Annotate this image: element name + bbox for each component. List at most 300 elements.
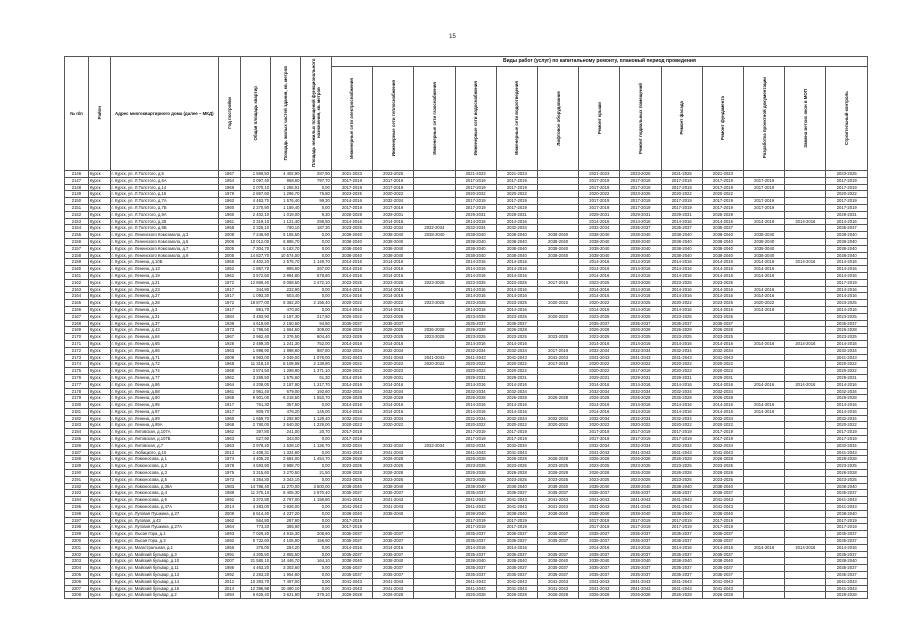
cell-work-period: [785, 198, 826, 205]
cell-work-period: 2038-2040: [496, 245, 537, 252]
cell-work-period: 2035-2037: [496, 551, 537, 558]
cell-district: Курск: [88, 266, 110, 273]
cell-nonliving-area: 0,00: [301, 449, 331, 456]
table-row: [65, 463, 868, 470]
table-row: [65, 544, 868, 551]
cell-district: Курск: [88, 272, 110, 279]
table-row: [65, 204, 868, 211]
cell-work-period: 2038-2040: [455, 232, 496, 239]
table-row: [65, 238, 868, 245]
cell-work-period: 2017-2019: [826, 436, 868, 443]
cell-work-period: 2038-2040: [826, 483, 868, 490]
cell-work-period: [785, 191, 826, 198]
cell-work-period: 2038-2040: [537, 238, 578, 245]
cell-work-period: 2032-2034: [414, 442, 455, 449]
cell-work-period: 2041-2043: [702, 504, 743, 511]
cell-work-period: 2041-2043: [579, 497, 620, 504]
cell-nonliving-area: 0,00: [301, 585, 331, 592]
cell-living-area: 10 490,10: [271, 585, 301, 592]
cell-nonliving-area: 797,70: [301, 177, 331, 184]
cell-work-period: [537, 211, 578, 218]
cell-work-period: [785, 368, 826, 375]
cell-work-period: 2032-2034: [661, 415, 702, 422]
cell-work-period: 2014-2016: [373, 293, 414, 300]
cell-work-period: [414, 252, 455, 259]
cell-total-area: 4 619,60: [240, 320, 270, 327]
cell-work-period: 2041-2043: [620, 354, 661, 361]
header-foundation: Ремонт фундамента: [702, 67, 743, 171]
cell-work-period: 2029-2031: [373, 211, 414, 218]
cell-work-period: 2026-2028: [702, 470, 743, 477]
cell-year: 1989: [219, 490, 241, 497]
table-row: [65, 320, 868, 327]
header-living-area: Площадь жилых частей здания, кв. метров: [271, 57, 301, 171]
cell-work-period: 2038-2040: [414, 232, 455, 239]
cell-year: 1992: [219, 497, 241, 504]
cell-address: г. Курск, ул. Майский бульвар, д.13: [110, 572, 218, 579]
cell-work-period: 2023-2025: [331, 191, 372, 198]
cell-work-period: 2041-2043: [331, 504, 372, 511]
cell-work-period: 2014-2016: [579, 408, 620, 415]
cell-living-area: 8 108,98: [271, 361, 301, 368]
cell-work-period: 2026-2028: [661, 470, 702, 477]
header-district: Район: [88, 57, 110, 171]
cell-living-area: 5 155,50: [271, 232, 301, 239]
cell-district: Курск: [88, 327, 110, 334]
cell-work-period: [414, 340, 455, 347]
cell-total-area: 4 405,20: [240, 456, 270, 463]
cell-work-period: 2017-2019: [496, 517, 537, 524]
cell-work-period: 2014-2016: [373, 218, 414, 225]
cell-work-period: [414, 524, 455, 531]
cell-work-period: 2014-2016: [826, 259, 868, 266]
cell-address: г. Курск, ул. Л.Толстого, д.16: [110, 191, 218, 198]
cell-nonliving-area: 752,00: [301, 340, 331, 347]
cell-work-period: [785, 497, 826, 504]
cell-work-period: [744, 476, 785, 483]
cell-work-period: 2020-2022: [455, 191, 496, 198]
cell-district: Курск: [88, 490, 110, 497]
cell-work-period: 2032-2034: [496, 347, 537, 354]
cell-district: Курск: [88, 497, 110, 504]
cell-total-area: 1 857,70: [240, 266, 270, 273]
cell-work-period: [537, 204, 578, 211]
cell-address: г. Курск, ул. Ленинского Комсомола, д.3: [110, 232, 218, 239]
cell-work-period: 2017-2019: [579, 198, 620, 205]
cell-work-period: 2038-2040: [579, 252, 620, 259]
cell-district: Курск: [88, 204, 110, 211]
cell-living-area: 895,60: [271, 266, 301, 273]
cell-total-area: 2 867,60: [240, 191, 270, 198]
cell-work-period: 2038-2040: [579, 245, 620, 252]
cell-total-area: 4 305,50: [240, 551, 270, 558]
cell-work-period: 2026-2028: [455, 327, 496, 334]
cell-number: 2196: [65, 510, 89, 517]
cell-address: г. Курск, ул. Ломоносова, д.2: [110, 463, 218, 470]
cell-district: Курск: [88, 565, 110, 572]
cell-work-period: 2023-2025: [661, 463, 702, 470]
cell-nonliving-area: 2 472,10: [301, 279, 331, 286]
cell-nonliving-area: 0,00: [301, 204, 331, 211]
cell-living-area: 760,10: [271, 225, 301, 232]
cell-work-period: 2032-2034: [331, 347, 372, 354]
table-row: [65, 388, 868, 395]
cell-living-area: 476,20: [271, 408, 301, 415]
cell-work-period: [744, 320, 785, 327]
cell-nonliving-area: 0,00: [301, 238, 331, 245]
cell-total-area: 2 780,00: [240, 422, 270, 429]
cell-work-period: 2017-2019: [744, 177, 785, 184]
cell-nonliving-area: 145,00: [301, 408, 331, 415]
cell-living-area: 603,40: [271, 293, 301, 300]
cell-work-period: 2020-2022: [661, 361, 702, 368]
cell-work-period: [785, 408, 826, 415]
header-windows: Замена ветхих окон в МОП: [785, 67, 826, 171]
cell-work-period: 2020-2022: [661, 422, 702, 429]
cell-work-period: 2029-2031: [455, 374, 496, 381]
cell-work-period: 2035-2037: [826, 490, 868, 497]
cell-work-period: 2020-2022: [579, 368, 620, 375]
cell-number: 2183: [65, 422, 89, 429]
cell-work-period: 2023-2025: [702, 313, 743, 320]
cell-living-area: 2 049,00: [271, 354, 301, 361]
cell-work-period: [744, 347, 785, 354]
cell-work-period: 2017-2019: [661, 436, 702, 443]
cell-work-period: 2041-2043: [537, 497, 578, 504]
cell-work-period: [785, 266, 826, 273]
cell-work-period: 2014-2016: [455, 266, 496, 273]
cell-year: 2012: [219, 578, 241, 585]
cell-work-period: 2014-2016: [702, 408, 743, 415]
cell-work-period: 2038-2040: [661, 238, 702, 245]
cell-work-period: 2014-2016: [455, 272, 496, 279]
cell-work-period: 2017-2019: [826, 184, 868, 191]
cell-work-period: 2041-2043: [537, 504, 578, 511]
cell-living-area: 4 915,30: [271, 531, 301, 538]
cell-work-period: 2014-2016: [496, 266, 537, 273]
cell-work-period: 2041-2043: [537, 585, 578, 592]
cell-work-period: 2026-2028: [496, 470, 537, 477]
cell-district: Курск: [88, 171, 110, 178]
cell-work-period: 2038-2040: [620, 510, 661, 517]
cell-living-area: 6 886,70: [271, 238, 301, 245]
cell-total-area: 2 263,20: [240, 572, 270, 579]
cell-address: г. Курск, ул. Луговая Пушкина, д.27: [110, 510, 218, 517]
cell-work-period: 2023-2025: [661, 476, 702, 483]
cell-living-area: 2 540,00: [271, 422, 301, 429]
cell-work-period: 2035-2037: [373, 551, 414, 558]
cell-work-period: 2026-2028: [331, 211, 372, 218]
cell-work-period: 2035-2037: [579, 531, 620, 538]
cell-year: 1972: [219, 300, 241, 307]
cell-work-period: [744, 524, 785, 531]
cell-living-area: 1 528,10: [271, 442, 301, 449]
cell-work-period: [744, 483, 785, 490]
cell-nonliving-area: 2 155,40: [301, 300, 331, 307]
cell-work-period: [537, 374, 578, 381]
cell-work-period: [785, 476, 826, 483]
cell-number: 2190: [65, 470, 89, 477]
cell-work-period: 2026-2028: [331, 395, 372, 402]
cell-work-period: 2041-2043: [373, 497, 414, 504]
table-row: [65, 510, 868, 517]
cell-work-period: 2026-2028: [496, 327, 537, 334]
cell-total-area: 2 402,10: [240, 211, 270, 218]
cell-nonliving-area: 0,00: [301, 565, 331, 572]
cell-work-period: 2014-2016: [661, 218, 702, 225]
cell-work-period: 2035-2037: [661, 538, 702, 545]
cell-work-period: 2023-2025: [455, 313, 496, 320]
cell-address: г. Курск, ул. Л.Толстого, д.14: [110, 184, 218, 191]
cell-work-period: [537, 272, 578, 279]
cell-district: Курск: [88, 347, 110, 354]
cell-work-period: 2017-2019: [331, 517, 372, 524]
cell-work-period: 2014-2016: [744, 306, 785, 313]
cell-work-period: [414, 320, 455, 327]
cell-work-period: 2038-2040: [579, 483, 620, 490]
cell-district: Курск: [88, 238, 110, 245]
cell-work-period: 2017-2019: [455, 177, 496, 184]
cell-district: Курск: [88, 218, 110, 225]
cell-work-period: 2014-2016: [826, 286, 868, 293]
cell-total-area: 527,90: [240, 436, 270, 443]
cell-work-period: 2038-2040: [744, 238, 785, 245]
cell-work-period: 2017-2019: [455, 524, 496, 531]
cell-work-period: [537, 218, 578, 225]
cell-work-period: [785, 211, 826, 218]
cell-address: г. Курск, ул. Литовская, д.107Б: [110, 436, 218, 443]
cell-work-period: 2017-2019: [496, 436, 537, 443]
header-sewer: Инженерные сети водоотведения: [496, 67, 537, 171]
cell-work-period: 2032-2034: [620, 442, 661, 449]
cell-work-period: [744, 429, 785, 436]
cell-work-period: 2017-2019: [620, 429, 661, 436]
cell-work-period: 2032-2034: [496, 225, 537, 232]
cell-work-period: 2035-2037: [702, 538, 743, 545]
cell-work-period: 2038-2040: [661, 510, 702, 517]
cell-work-period: 2038-2040: [455, 558, 496, 565]
cell-work-period: 2023-2025: [455, 300, 496, 307]
cell-district: Курск: [88, 551, 110, 558]
cell-work-period: 2020-2022: [373, 191, 414, 198]
cell-work-period: 2026-2028: [414, 327, 455, 334]
cell-nonliving-area: 2 970,40: [301, 490, 331, 497]
cell-total-area: 4 283,00: [240, 504, 270, 511]
cell-address: г. Курск, ул. Магистральная, д.1: [110, 544, 218, 551]
cell-work-period: 2023-2025: [373, 313, 414, 320]
cell-work-period: 2041-2043: [702, 354, 743, 361]
cell-total-area: 21 580,10: [240, 558, 270, 565]
cell-work-period: [414, 408, 455, 415]
cell-work-period: 2017-2019: [331, 177, 372, 184]
cell-living-area: 4 237,20: [271, 510, 301, 517]
cell-work-period: [414, 592, 455, 599]
cell-district: Курск: [88, 232, 110, 239]
cell-living-area: 2 994,80: [271, 272, 301, 279]
cell-work-period: [537, 293, 578, 300]
cell-work-period: 2038-2040: [537, 232, 578, 239]
cell-address: г. Курск, ул. Ленина, д.27: [110, 293, 218, 300]
cell-district: Курск: [88, 225, 110, 232]
cell-work-period: 2032-2034: [496, 442, 537, 449]
cell-year: 1917: [219, 408, 241, 415]
cell-number: 2158: [65, 252, 89, 259]
cell-work-period: 2035-2037: [620, 490, 661, 497]
cell-living-area: 1 292,90: [271, 415, 301, 422]
cell-work-period: 2023-2025: [496, 476, 537, 483]
table-row: [65, 476, 868, 483]
cell-work-period: [537, 327, 578, 334]
cell-work-period: 2017-2019: [744, 198, 785, 205]
cell-work-period: 2014-2016: [455, 306, 496, 313]
cell-work-period: 2017-2019: [579, 429, 620, 436]
cell-nonliving-area: 21,50: [301, 470, 331, 477]
cell-total-area: 3 315,60: [240, 470, 270, 477]
cell-year: 1917: [219, 402, 241, 409]
cell-address: г. Курск, ул. Литовская, д.107А: [110, 429, 218, 436]
cell-work-period: 2035-2037: [620, 225, 661, 232]
cell-work-period: 2014-2016: [785, 544, 826, 551]
cell-work-period: 2017-2019: [661, 429, 702, 436]
cell-work-period: 2032-2034: [702, 347, 743, 354]
cell-total-area: 2 097,40: [240, 177, 270, 184]
cell-work-period: 2026-2028: [702, 395, 743, 402]
header-works-group: Виды работ (услуг) по капитальному ремонту, плановый период проведения: [331, 57, 867, 67]
cell-work-period: 2014-2016: [496, 272, 537, 279]
table-row: [65, 558, 868, 565]
cell-living-area: 470,00: [271, 306, 301, 313]
cell-work-period: 2023-2025: [620, 313, 661, 320]
cell-work-period: 2017-2019: [455, 204, 496, 211]
cell-work-period: 2035-2037: [620, 531, 661, 538]
cell-total-area: 10 393,70: [240, 578, 270, 585]
cell-total-area: 3 572,60: [240, 272, 270, 279]
cell-number: 2186: [65, 442, 89, 449]
cell-work-period: 2029-2031: [826, 211, 868, 218]
cell-work-period: 2014-2016: [785, 381, 826, 388]
cell-total-area: 2 270,90: [240, 204, 270, 211]
cell-work-period: 2035-2037: [661, 572, 702, 579]
cell-work-period: [785, 347, 826, 354]
cell-work-period: 2038-2040: [579, 238, 620, 245]
cell-work-period: [537, 381, 578, 388]
cell-work-period: 2021-2023: [455, 171, 496, 178]
cell-district: Курск: [88, 572, 110, 579]
cell-work-period: 2035-2037: [455, 551, 496, 558]
cell-work-period: 2026-2028: [620, 470, 661, 477]
cell-district: Курск: [88, 544, 110, 551]
cell-work-period: 2023-2025: [826, 334, 868, 341]
cell-work-period: 2029-2031: [620, 211, 661, 218]
cell-work-period: 2023-2025: [331, 463, 372, 470]
cell-work-period: 2032-2034: [661, 442, 702, 449]
cell-district: Курск: [88, 504, 110, 511]
cell-number: 2181: [65, 408, 89, 415]
cell-year: 1986: [219, 565, 241, 572]
cell-work-period: 2026-2028: [826, 470, 868, 477]
cell-work-period: 2017-2019: [826, 177, 868, 184]
cell-district: Курск: [88, 320, 110, 327]
cell-work-period: 2020-2022: [579, 361, 620, 368]
cell-year: 1939: [219, 320, 241, 327]
cell-work-period: 2023-2025: [826, 300, 868, 307]
table-row: [65, 531, 868, 538]
cell-district: Курск: [88, 211, 110, 218]
cell-work-period: [537, 225, 578, 232]
cell-work-period: [744, 279, 785, 286]
cell-nonliving-area: 1 076,00: [301, 354, 331, 361]
cell-address: г. Курск, ул. Ленина, д.66: [110, 347, 218, 354]
cell-year: 1955: [219, 259, 241, 266]
cell-work-period: [785, 572, 826, 579]
cell-work-period: 2038-2040: [702, 252, 743, 259]
cell-work-period: 2014-2016: [331, 340, 372, 347]
cell-living-area: 1 296,70: [271, 191, 301, 198]
cell-work-period: [744, 585, 785, 592]
cell-work-period: 2041-2043: [826, 585, 868, 592]
cell-district: Курск: [88, 191, 110, 198]
table-row: [65, 578, 868, 585]
cell-work-period: 2014-2016: [496, 402, 537, 409]
cell-year: 1961: [219, 388, 241, 395]
cell-work-period: 2041-2043: [661, 354, 702, 361]
cell-number: 2156: [65, 238, 89, 245]
cell-work-period: [414, 272, 455, 279]
cell-work-period: 2017-2019: [373, 204, 414, 211]
cell-work-period: 2041-2043: [455, 449, 496, 456]
cell-year: 1984: [219, 313, 241, 320]
cell-total-area: 10 012,00: [240, 238, 270, 245]
cell-work-period: 2014-2016: [373, 259, 414, 266]
cell-work-period: 2035-2037: [579, 551, 620, 558]
cell-work-period: 2017-2019: [373, 177, 414, 184]
cell-work-period: 2026-2028: [496, 395, 537, 402]
cell-work-period: [785, 510, 826, 517]
cell-year: 1960: [219, 204, 241, 211]
cell-total-area: 375,00: [240, 544, 270, 551]
cell-work-period: 2023-2025: [496, 313, 537, 320]
table-row: [65, 436, 868, 443]
cell-work-period: [744, 572, 785, 579]
cell-total-area: 14 788,40: [240, 483, 270, 490]
cell-work-period: 2014-2016: [455, 381, 496, 388]
cell-year: 2008: [219, 232, 241, 239]
table-row: [65, 585, 868, 592]
cell-work-period: 2026-2028: [537, 456, 578, 463]
cell-work-period: 2038-2040: [373, 238, 414, 245]
cell-work-period: [785, 585, 826, 592]
cell-work-period: [744, 225, 785, 232]
cell-address: г. Курск, ул. Ленина, д.86: [110, 381, 218, 388]
cell-work-period: 2023-2025: [455, 334, 496, 341]
table-row: [65, 177, 868, 184]
cell-work-period: 2038-2040: [826, 238, 868, 245]
cell-address: г. Курск, ул. Литовская, д.7: [110, 442, 218, 449]
cell-address: г. Курск, ул. Ленина, д.3: [110, 306, 218, 313]
cell-work-period: 2017-2019: [826, 517, 868, 524]
cell-work-period: 2038-2040: [455, 252, 496, 259]
cell-work-period: 2017-2019: [826, 279, 868, 286]
cell-nonliving-area: 287,90: [301, 171, 331, 178]
cell-work-period: 2014-2016: [785, 340, 826, 347]
cell-district: Курск: [88, 381, 110, 388]
cell-work-period: 2023-2025: [702, 463, 743, 470]
cell-work-period: 2035-2037: [826, 572, 868, 579]
cell-work-period: 2017-2019: [455, 429, 496, 436]
cell-work-period: 2038-2040: [661, 558, 702, 565]
cell-district: Курск: [88, 517, 110, 524]
cell-work-period: 2020-2022: [373, 368, 414, 375]
